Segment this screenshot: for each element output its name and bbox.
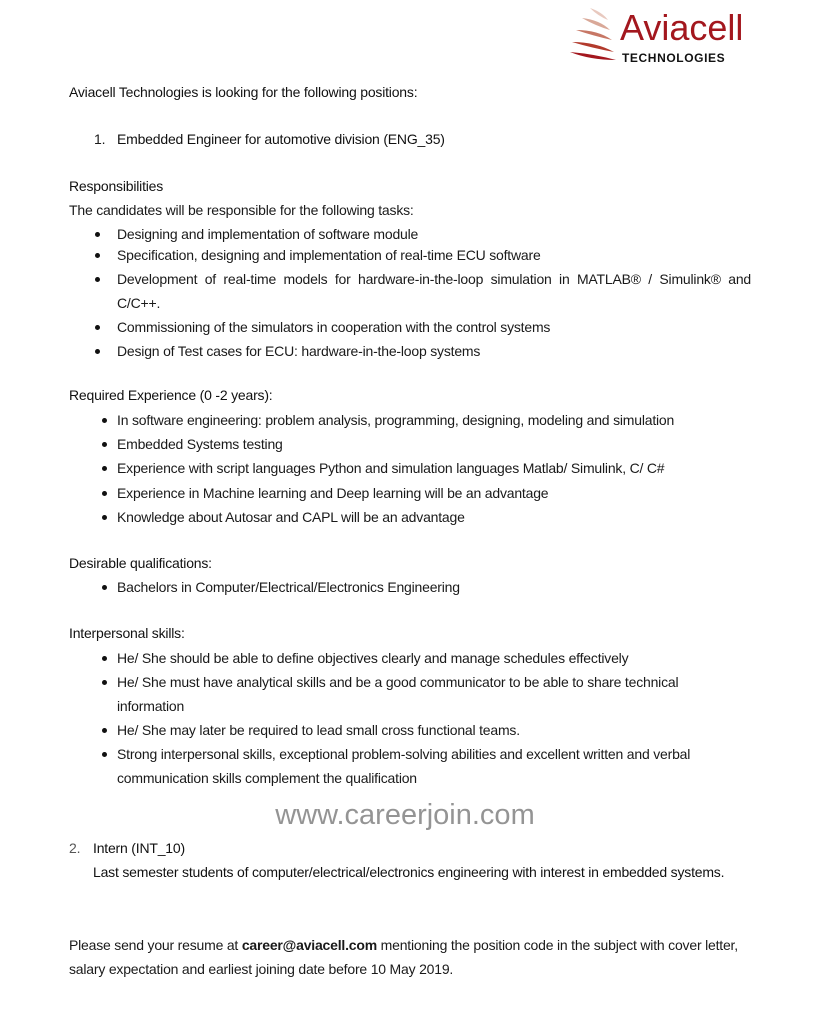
bullet-icon (102, 752, 107, 757)
bullet-icon (102, 680, 107, 685)
list-item: Embedded Systems testing (117, 436, 283, 452)
logo-name: Aviacell (620, 7, 744, 48)
list-item: He/ She should be able to define objectives clearly and manage schedules effectively (117, 650, 629, 666)
interpersonal-heading: Interpersonal skills: (69, 625, 185, 641)
bullet-icon (102, 585, 107, 590)
footer-after: mentioning the position code in the subject with cover letter, salary expectation and earliest joining date before 10 May 2019. (69, 937, 738, 977)
list-item: Bachelors in Computer/Electrical/Electronics Engineering (117, 579, 460, 595)
bullet-icon (102, 656, 107, 661)
position2-description: Last semester students of computer/electrical/electronics engineering with interest in embedded systems. (93, 864, 725, 880)
bullet-icon (95, 325, 100, 330)
position1-number: 1. (94, 131, 106, 147)
position1-title: Embedded Engineer for automotive division (ENG_35) (117, 131, 445, 147)
bullet-icon (102, 728, 107, 733)
list-item: Strong interpersonal skills, exceptional problem-solving abilities and excellent written and verbal communication skills complement the qualification (117, 746, 691, 786)
position2-title: Intern (INT_10) (93, 840, 185, 856)
list-item: He/ She must have analytical skills and be a good communicator to be able to share technical information (117, 674, 679, 714)
bullet-icon (95, 349, 100, 354)
list-item: Designing and implementation of software module (117, 226, 419, 242)
bullet-icon (102, 418, 107, 423)
bullet-icon (95, 277, 100, 282)
bullet-icon (102, 466, 107, 471)
list-item: Experience with script languages Python and simulation languages Matlab/ Simulink, C/ C# (117, 460, 665, 476)
list-item: Experience in Machine learning and Deep learning will be an advantage (117, 485, 549, 501)
list-item: Commissioning of the simulators in cooperation with the control systems (117, 319, 551, 335)
footer-text (69, 933, 754, 981)
list-item: Specification, designing and implementation of real-time ECU software (117, 247, 541, 263)
footer-before: Please send your resume at (69, 937, 242, 953)
list-item: In software engineering: problem analysis, programming, designing, modeling and simulation (117, 412, 675, 428)
contact-email[interactable]: career@aviacell.com (241, 937, 377, 953)
experience-heading: Required Experience (0 -2 years): (69, 387, 273, 403)
logo-subtitle: TECHNOLOGIES (622, 51, 726, 65)
bullet-icon (95, 253, 100, 258)
bullet-icon (102, 515, 107, 520)
intro-text: Aviacell Technologies is looking for the following positions: (69, 84, 418, 100)
list-item: Knowledge about Autosar and CAPL will be an advantage (117, 509, 465, 525)
list-item: Design of Test cases for ECU: hardware-in-the-loop systems (117, 343, 481, 359)
position2-number: 2. (69, 840, 81, 856)
company-logo (568, 6, 758, 68)
responsibilities-intro: The candidates will be responsible for the following tasks: (69, 202, 414, 218)
list-item: He/ She may later be required to lead small cross functional teams. (117, 722, 520, 738)
qualifications-heading: Desirable qualifications: (69, 555, 212, 571)
bullet-icon (95, 232, 100, 237)
responsibilities-heading: Responsibilities (69, 178, 164, 194)
bullet-icon (102, 491, 107, 496)
bullet-icon (102, 442, 107, 447)
watermark: www.careerjoin.com (275, 799, 535, 831)
wing-icon (568, 6, 618, 62)
list-item: Development of real-time models for hardware-in-the-loop simulation in MATLAB® / Simulink® and C/C++. (117, 271, 751, 311)
